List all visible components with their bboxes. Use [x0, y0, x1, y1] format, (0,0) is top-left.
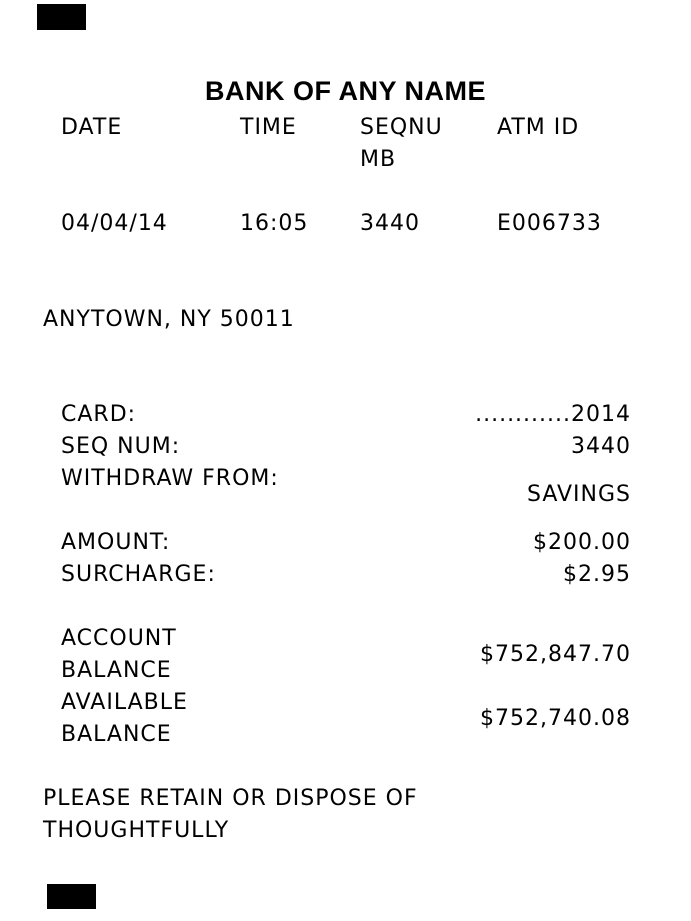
redaction-block-bottom [47, 884, 96, 909]
seq-num-label: SEQ NUM: [61, 434, 181, 459]
atm-location: ANYTOWN, NY 50011 [43, 307, 295, 332]
redaction-block-top [37, 4, 86, 30]
account-balance-label: ACCOUNT BALANCE [61, 626, 177, 683]
withdraw-from-label: WITHDRAW FROM: [61, 466, 279, 491]
value-time: 16:05 [240, 211, 309, 236]
bank-name-title: BANK OF ANY NAME [204, 76, 486, 106]
amount-label: AMOUNT: [61, 530, 171, 555]
available-balance-value: $752,740.08 [480, 706, 631, 731]
card-value: ............2014 [475, 402, 631, 427]
account-balance-value: $752,847.70 [480, 642, 631, 667]
header-seq-num: SEQNUMB [360, 115, 443, 172]
surcharge-value: $2.95 [563, 562, 631, 587]
card-label: CARD: [61, 402, 137, 427]
value-date: 04/04/14 [61, 211, 168, 236]
amount-value: $200.00 [533, 530, 631, 555]
retain-dispose-note: PLEASE RETAIN OR DISPOSE OF THOUGHTFULLY [43, 786, 418, 843]
available-balance-label: AVAILABLE BALANCE [61, 690, 188, 747]
header-time: TIME [240, 115, 297, 140]
header-date: DATE [61, 115, 123, 140]
value-seq-num: 3440 [360, 211, 420, 236]
value-atm-id: E006733 [497, 211, 602, 236]
header-atm-id: ATM ID [497, 115, 580, 140]
seq-num-value: 3440 [571, 434, 631, 459]
withdraw-from-value: SAVINGS [526, 482, 631, 507]
surcharge-label: SURCHARGE: [61, 562, 216, 587]
